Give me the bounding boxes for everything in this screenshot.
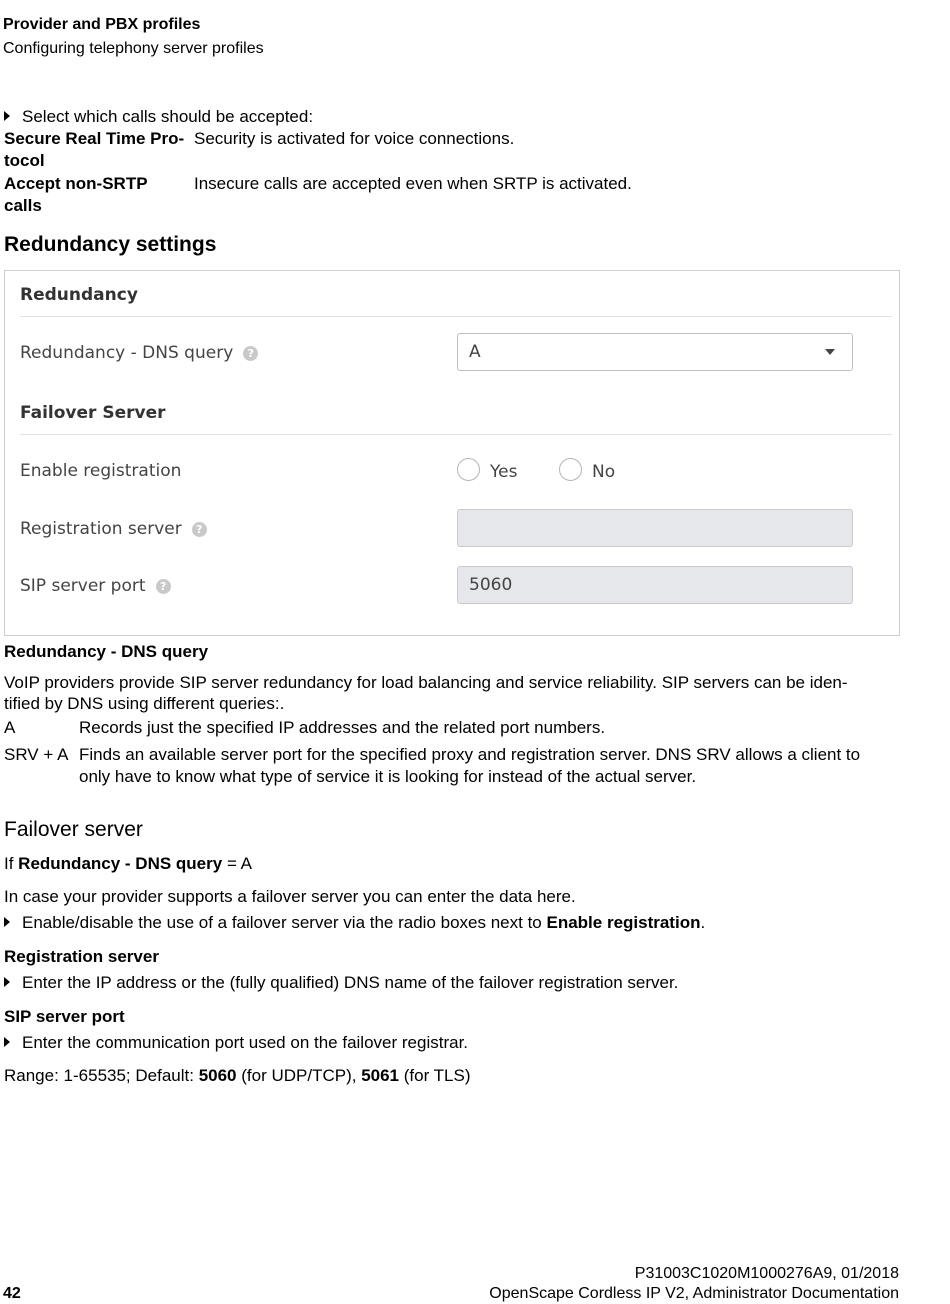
dns-query-select[interactable] xyxy=(457,333,853,371)
radio-no-label[interactable]: No xyxy=(592,462,616,482)
dns-query-heading: Redundancy - DNS query xyxy=(4,642,209,661)
radio-no[interactable] xyxy=(559,458,582,481)
dns-item-desc-a: Records just the specified IP addresses and the related port numbers. xyxy=(79,718,606,737)
option-term-non-srtp: Accept non-SRTP xyxy=(4,174,148,193)
registration-server-label xyxy=(20,519,207,539)
sip-port-heading: SIP server port xyxy=(4,1007,125,1026)
doc-id: P31003C1020M1000276A9, 01/2018 xyxy=(634,1265,899,1282)
bullet-arrow-icon xyxy=(4,977,10,987)
help-icon[interactable]: ? xyxy=(156,579,171,594)
range-tls-value: 5061 xyxy=(361,1066,400,1085)
divider xyxy=(20,434,892,435)
chevron-down-icon xyxy=(825,349,835,355)
range-tls-suffix: (for TLS) xyxy=(399,1066,471,1085)
sip-port-input[interactable] xyxy=(457,566,853,604)
registration-server-label-text: Registration server xyxy=(20,519,182,539)
radio-yes[interactable] xyxy=(457,458,480,481)
option-term-srtp-cont: tocol xyxy=(4,151,45,170)
range-udp-value: 5060 xyxy=(198,1066,237,1085)
dns-query-selected-value: A xyxy=(469,342,481,362)
dns-item-term-srv: SRV + A xyxy=(4,745,69,764)
dns-query-paragraph-line1: VoIP providers provide SIP server redundancy for load balancing and service reliability. SIP servers can be iden- xyxy=(4,673,848,692)
calls-instruction-text: Select which calls should be accepted: xyxy=(22,107,314,126)
enable-registration-label: Enable registration xyxy=(20,461,182,481)
doc-title: OpenScape Cordless IP V2, Administrator Documentation xyxy=(489,1285,899,1302)
sip-port-label xyxy=(20,576,171,596)
radio-yes-label[interactable]: Yes xyxy=(490,462,518,482)
port-step-text: Enter the communication port used on the failover registrar. xyxy=(22,1033,469,1052)
subsection-title: Configuring telephony server profiles xyxy=(3,40,264,57)
failover-condition xyxy=(4,854,252,874)
step-text: Enable/disable the use of a failover server via the radio boxes next to xyxy=(22,913,547,932)
failover-section-heading: Failover Server xyxy=(20,403,166,423)
range-udp-suffix: (for UDP/TCP), xyxy=(236,1066,362,1085)
sip-port-value: 5060 xyxy=(469,575,513,595)
failover-step xyxy=(4,913,705,933)
calls-instruction xyxy=(4,107,313,127)
condition-field: Redundancy - DNS query xyxy=(18,854,223,873)
help-icon[interactable]: ? xyxy=(192,522,207,537)
dns-item-desc-srv-line2: only have to know what type of service it is looking for instead of the actual server. xyxy=(79,767,697,786)
reg-step-text: Enter the IP address or the (fully qualified) DNS name of the failover registration server. xyxy=(22,973,679,992)
redundancy-settings-heading: Redundancy settings xyxy=(4,233,217,256)
bullet-arrow-icon xyxy=(4,1037,10,1047)
help-icon[interactable]: ? xyxy=(243,346,258,361)
sip-port-step xyxy=(4,1033,468,1053)
page-number: 42 xyxy=(3,1285,21,1302)
registration-server-input[interactable] xyxy=(457,509,853,547)
bullet-arrow-icon xyxy=(4,111,10,121)
bullet-arrow-icon xyxy=(4,917,10,927)
step-bold: Enable registration xyxy=(546,913,701,932)
range-prefix: Range: 1-65535; Default: xyxy=(4,1066,199,1085)
dns-item-term-a: A xyxy=(4,718,16,737)
option-term-srtp: Secure Real Time Pro- xyxy=(4,129,185,148)
sip-port-label-text: SIP server port xyxy=(20,576,146,596)
dns-query-label xyxy=(20,343,258,363)
registration-server-heading: Registration server xyxy=(4,947,159,966)
port-range xyxy=(4,1066,471,1086)
option-term-non-srtp-cont: calls xyxy=(4,196,42,215)
option-desc-non-srtp: Insecure calls are accepted even when SRTP is activated. xyxy=(194,174,632,193)
failover-intro: In case your provider supports a failover server you can enter the data here. xyxy=(4,887,576,906)
dns-query-label-text: Redundancy - DNS query xyxy=(20,343,234,363)
failover-heading: Failover server xyxy=(4,818,143,841)
section-title: Provider and PBX profiles xyxy=(3,16,201,33)
option-desc-srtp: Security is activated for voice connections. xyxy=(194,129,515,148)
condition-prefix: If xyxy=(4,854,19,873)
redundancy-section-heading: Redundancy xyxy=(20,285,138,305)
divider xyxy=(20,316,892,317)
dns-item-desc-srv-line1: Finds an available server port for the specified proxy and registration server. DNS SRV allows a client to xyxy=(79,745,861,764)
registration-server-step xyxy=(4,973,678,993)
step-suffix: . xyxy=(700,913,706,932)
dns-query-paragraph-line2: tified by DNS using different queries:. xyxy=(4,694,285,713)
condition-suffix: = A xyxy=(222,854,252,873)
redundancy-settings-panel xyxy=(4,270,900,636)
